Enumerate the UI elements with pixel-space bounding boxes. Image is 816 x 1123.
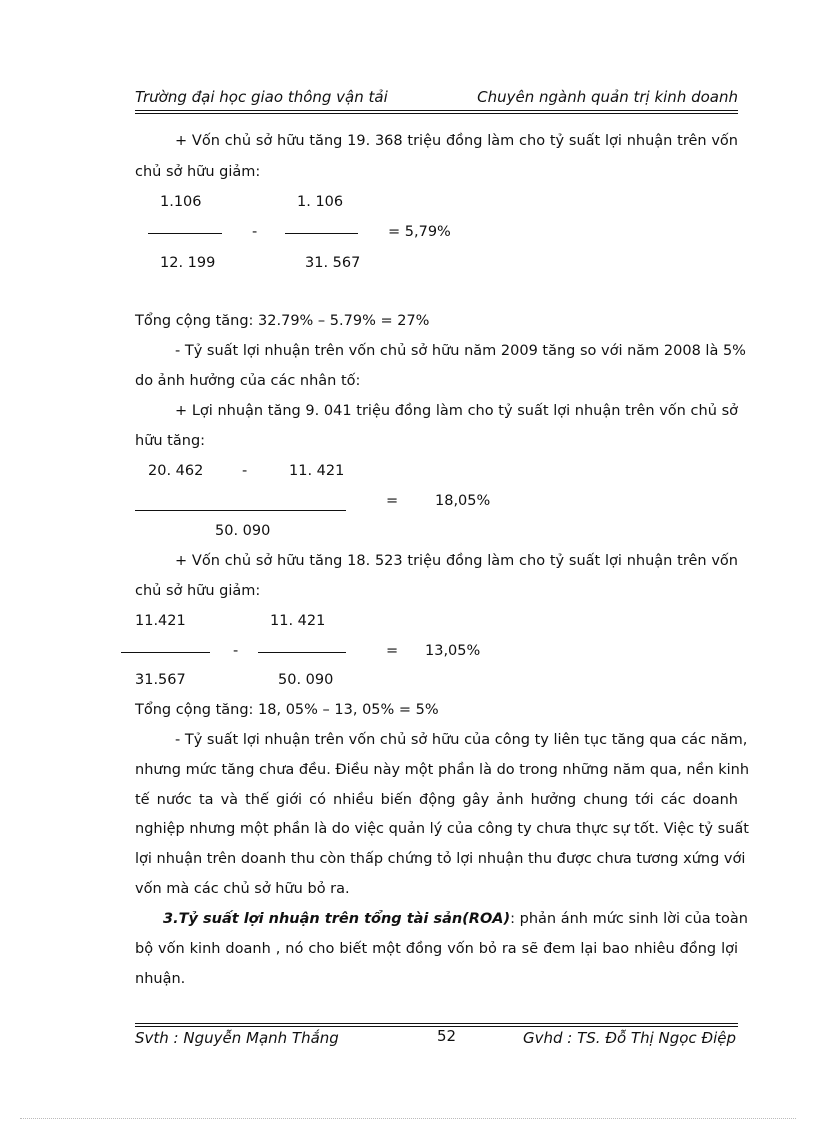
header-major: Chuyên ngành quản trị kinh doanh [477,88,738,106]
paragraph-line: + Vốn chủ sở hữu tăng 19. 368 triệu đồng làm cho tỷ suất lợi nhuận trên vốn [175,133,738,149]
paragraph-line: nhưng mức tăng chưa đều. Điều này một phần là do trong những năm qua, nền kinh [135,762,750,778]
fraction-denominator: 31.567 [135,672,186,688]
paragraph-line: bộ vốn kinh doanh , nó cho biết một đồng vốn bỏ ra sẽ đem lại bao nhiêu đồng lợi [135,941,738,957]
formula-result: 13,05% [425,643,481,659]
paragraph-line: chủ sở hữu giảm: [135,164,261,180]
paragraph-line: chủ sở hữu giảm: [135,583,261,599]
footer-student: Svth : Nguyễn Mạnh Thắng [135,1029,339,1047]
fraction-denominator: 31. 567 [305,255,361,271]
fraction-bar [258,652,346,653]
paragraph-line: hữu tăng: [135,433,206,449]
total-line: Tổng cộng tăng: 32.79% – 5.79% = 27% [135,313,430,329]
minus-sign: - [242,463,248,479]
header-school: Trường đại học giao thông vận tải [135,88,388,106]
formula-result: = 5,79% [388,224,451,240]
total-line: Tổng cộng tăng: 18, 05% – 13, 05% = 5% [135,702,439,718]
fraction-bar [148,233,222,234]
minus-sign: - [252,224,258,240]
header-rule-2 [135,113,738,114]
paragraph-line: - Tỷ suất lợi nhuận trên vốn chủ sở hữu của công ty liên tục tăng qua các năm, [175,732,748,748]
section-heading-rest: : phản ánh mức sinh lời của toàn [510,911,748,927]
fraction-numerator: 11.421 [135,613,186,629]
paragraph-line: tế nước ta và thế giới có nhiều biến động gây ảnh hưởng chung tới các doanh [135,792,738,808]
page-edge [20,1118,796,1119]
paragraph-line: nghiệp nhưng một phần là do việc quản lý của công ty chưa thực sự tốt. Việc tỷ suất [135,821,749,837]
equals-sign: = [386,643,399,659]
paragraph-line: + Vốn chủ sở hữu tăng 18. 523 triệu đồng làm cho tỷ suất lợi nhuận trên vốn [175,553,738,569]
footer-supervisor: Gvhd : TS. Đỗ Thị Ngọc Điệp [523,1029,736,1047]
section-heading-line [163,911,748,927]
header-rule [135,110,738,111]
formula-result: 18,05% [435,493,491,509]
fraction-bar [285,233,358,234]
section-heading: 3.Tỷ suất lợi nhuận trên tổng tài sản(ROA) [163,911,511,927]
fraction-numerator: 20. 462 [148,463,204,479]
fraction-denominator: 12. 199 [160,255,216,271]
paragraph-line: vốn mà các chủ sở hữu bỏ ra. [135,881,350,897]
minus-sign: - [233,643,239,659]
paragraph-line: do ảnh hưởng của các nhân tố: [135,373,361,389]
fraction-numerator: 1. 106 [297,194,344,210]
footer-rule [135,1023,738,1024]
fraction-numerator: 1.106 [160,194,202,210]
paragraph-line: + Lợi nhuận tăng 9. 041 triệu đồng làm cho tỷ suất lợi nhuận trên vốn chủ sở [175,403,738,419]
paragraph-line: nhuận. [135,971,186,987]
fraction-denominator: 50. 090 [215,523,271,539]
fraction-bar [121,652,210,653]
paragraph-line: lợi nhuận trên doanh thu còn thấp chứng tỏ lợi nhuận thu được chưa tương xứng với [135,851,746,867]
equals-sign: = [386,493,399,509]
paragraph-line: - Tỷ suất lợi nhuận trên vốn chủ sở hữu năm 2009 tăng so với năm 2008 là 5% [175,343,746,359]
fraction-denominator: 50. 090 [278,672,334,688]
fraction-numerator: 11. 421 [289,463,345,479]
fraction-bar [135,510,346,511]
page-number: 52 [437,1027,457,1045]
fraction-numerator: 11. 421 [270,613,326,629]
